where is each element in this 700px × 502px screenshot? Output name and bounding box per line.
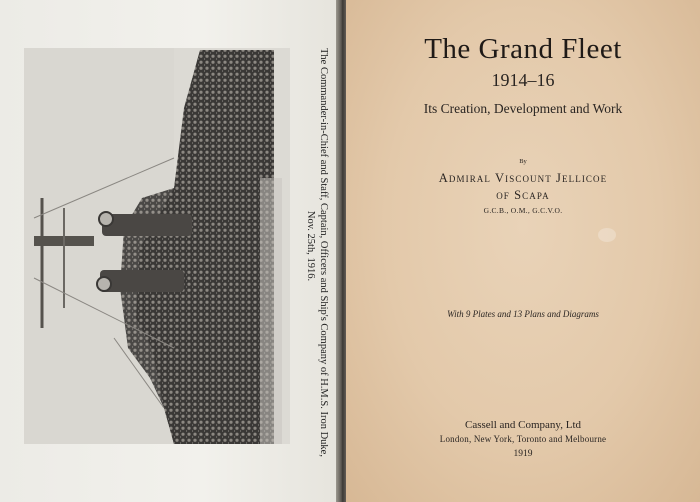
- title-page: [346, 0, 700, 502]
- publisher-name: Cassell and Company, Ltd: [465, 419, 581, 431]
- author-name: Admiral Viscount Jellicoe: [438, 171, 608, 185]
- caption-line-1: The Commander-in-Chief and Staff, Captain, Officers and Ship's Company of H.M.S. Iron Duke,: [318, 48, 329, 457]
- by-line: By: [519, 158, 527, 165]
- publisher-places: London, New York, Toronto and Melbourne: [439, 434, 607, 444]
- paper-stain: [598, 228, 616, 242]
- author-title: of Scapa: [496, 188, 550, 202]
- author-honours: G.C.B., O.M., G.C.V.O.: [483, 206, 563, 215]
- book-subtitle: Its Creation, Development and Work: [423, 101, 623, 116]
- plates-note: With 9 Plates and 13 Plans and Diagrams: [447, 309, 599, 319]
- frontispiece-photo: [24, 48, 290, 444]
- caption-line-2: Nov. 25th, 1916.: [305, 210, 316, 282]
- book-title: The Grand Fleet: [424, 33, 622, 65]
- frontispiece-caption: [290, 48, 330, 457]
- publication-year: 1919: [513, 449, 533, 459]
- left-page: [0, 0, 338, 502]
- book-years: 1914–16: [491, 70, 555, 90]
